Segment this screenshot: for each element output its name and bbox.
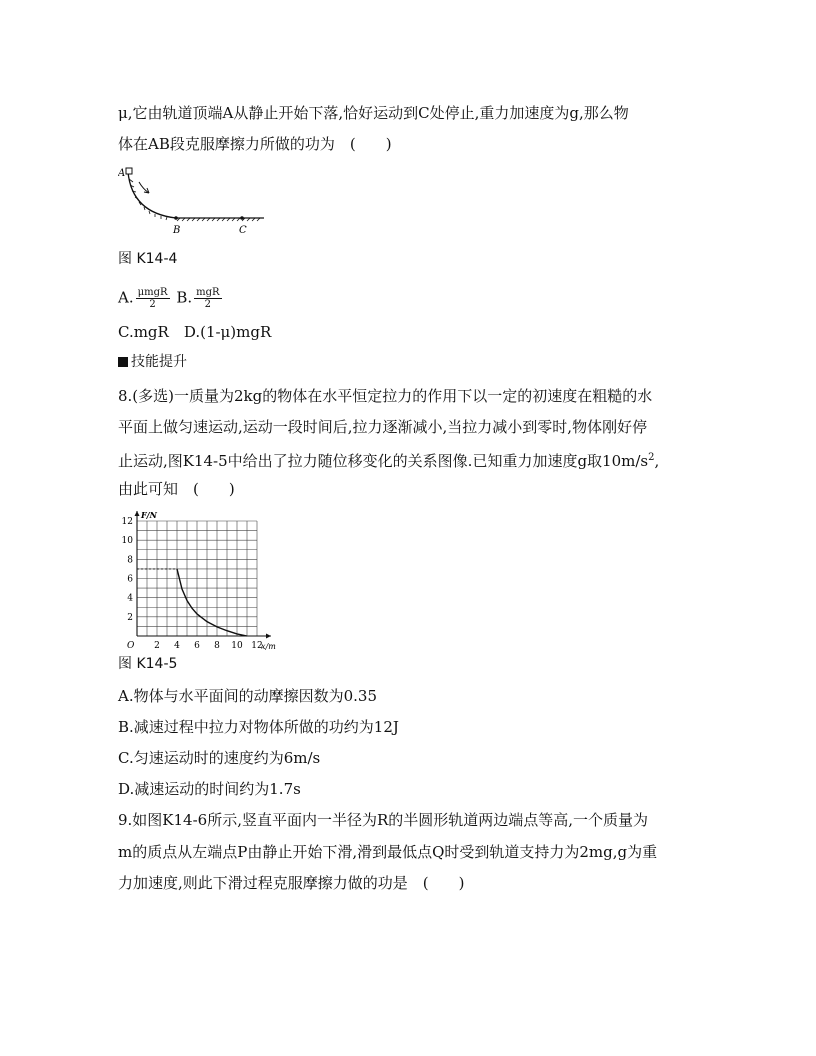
x-tick-label: 2 bbox=[154, 641, 160, 651]
option-a-denominator: 2 bbox=[149, 299, 156, 310]
q8-option-a: A.物体与水平面间的动摩擦因数为0.35 bbox=[118, 687, 378, 705]
option-b-fraction bbox=[194, 287, 221, 310]
point-label-c: C bbox=[239, 225, 247, 236]
q9-line-3: 力加速度,则此下滑过程克服摩擦力做的功是 ( ) bbox=[118, 874, 465, 892]
section-title: 技能提升 bbox=[131, 354, 187, 370]
x-axis-label: x/m bbox=[261, 642, 276, 651]
y-tick-label: 8 bbox=[127, 555, 133, 566]
x-tick-label: 6 bbox=[194, 641, 200, 651]
q8-line-1: 8.(多选)一质量为2kg的物体在水平恒定拉力的作用下以一定的初速度在粗糙的水 bbox=[118, 387, 653, 405]
q8-option-b: B.减速过程中拉力对物体所做的功约为12J bbox=[118, 718, 399, 736]
q7-line-1: μ,它由轨道顶端A从静止开始下落,恰好运动到C处停止,重力加速度为g,那么物 bbox=[118, 104, 629, 122]
q8-line-3-end: , bbox=[654, 452, 660, 470]
decreasing-force-curve bbox=[177, 569, 247, 636]
q9-line-1: 9.如图K14-6所示,竖直平面内一半径为R的半圆形轨道两边端点等高,一个质量为 bbox=[118, 811, 649, 829]
x-tick-label: 8 bbox=[214, 641, 220, 651]
arrow-icon bbox=[139, 182, 149, 193]
figure-label-k14-5: 图 K14-5 bbox=[118, 656, 178, 672]
option-b-numerator: mgR bbox=[196, 287, 220, 298]
figure-label-k14-4: 图 K14-4 bbox=[118, 251, 178, 267]
x-axis-arrow-icon bbox=[266, 634, 271, 639]
x-tick-label: 12 bbox=[251, 641, 263, 651]
y-tick-label: 2 bbox=[127, 612, 133, 623]
option-a-fraction bbox=[136, 287, 170, 310]
origin-label: O bbox=[127, 641, 135, 651]
y-tick-label: 4 bbox=[127, 593, 133, 604]
y-axis-arrow-icon bbox=[135, 511, 140, 516]
section-heading bbox=[118, 352, 187, 372]
y-tick-label: 12 bbox=[121, 517, 133, 527]
q8-option-c: C.匀速运动时的速度约为6m/s bbox=[118, 749, 321, 767]
option-a-prefix: A. bbox=[118, 288, 134, 307]
q8-line-3-main: 止运动,图K14-5中给出了拉力随位移变化的关系图像.已知重力加速度g取10m/s bbox=[118, 452, 649, 470]
q8-option-d: D.减速运动的时间约为1.7s bbox=[118, 780, 301, 798]
q7-options-cd: C.mgR D.(1-μ)mgR bbox=[118, 323, 272, 341]
option-b-denominator: 2 bbox=[204, 299, 211, 310]
q8-line-4: 由此可知 ( ) bbox=[118, 480, 235, 498]
q9-line-2: m的质点从左端点P由静止开始下滑,滑到最低点Q时受到轨道支持力为2mg,g为重 bbox=[118, 843, 658, 861]
force-displacement-chart bbox=[116, 504, 276, 654]
q8-line-3 bbox=[118, 448, 659, 471]
y-tick-label: 10 bbox=[121, 536, 133, 547]
square-bullet-icon bbox=[118, 357, 128, 367]
x-tick-label: 10 bbox=[231, 641, 243, 651]
point-label-a: A bbox=[118, 168, 126, 179]
point-label-b: B bbox=[173, 225, 181, 236]
x-tick-label: 4 bbox=[174, 641, 180, 651]
y-axis-label: F/N bbox=[141, 510, 157, 520]
q8-line-2: 平面上做匀速运动,运动一段时间后,拉力逐渐减小,当拉力减小到零时,物体刚好停 bbox=[118, 418, 648, 436]
track-figure bbox=[118, 163, 278, 238]
q7-line-2: 体在AB段克服摩擦力所做的功为 ( ) bbox=[118, 135, 392, 153]
option-b-prefix: B. bbox=[176, 288, 193, 307]
q7-options-ab bbox=[118, 287, 224, 310]
q8-line-3-sup: 2 bbox=[648, 452, 655, 463]
y-tick-label: 6 bbox=[127, 574, 133, 585]
block-icon bbox=[126, 168, 132, 174]
option-a-numerator: μmgR bbox=[137, 287, 168, 298]
